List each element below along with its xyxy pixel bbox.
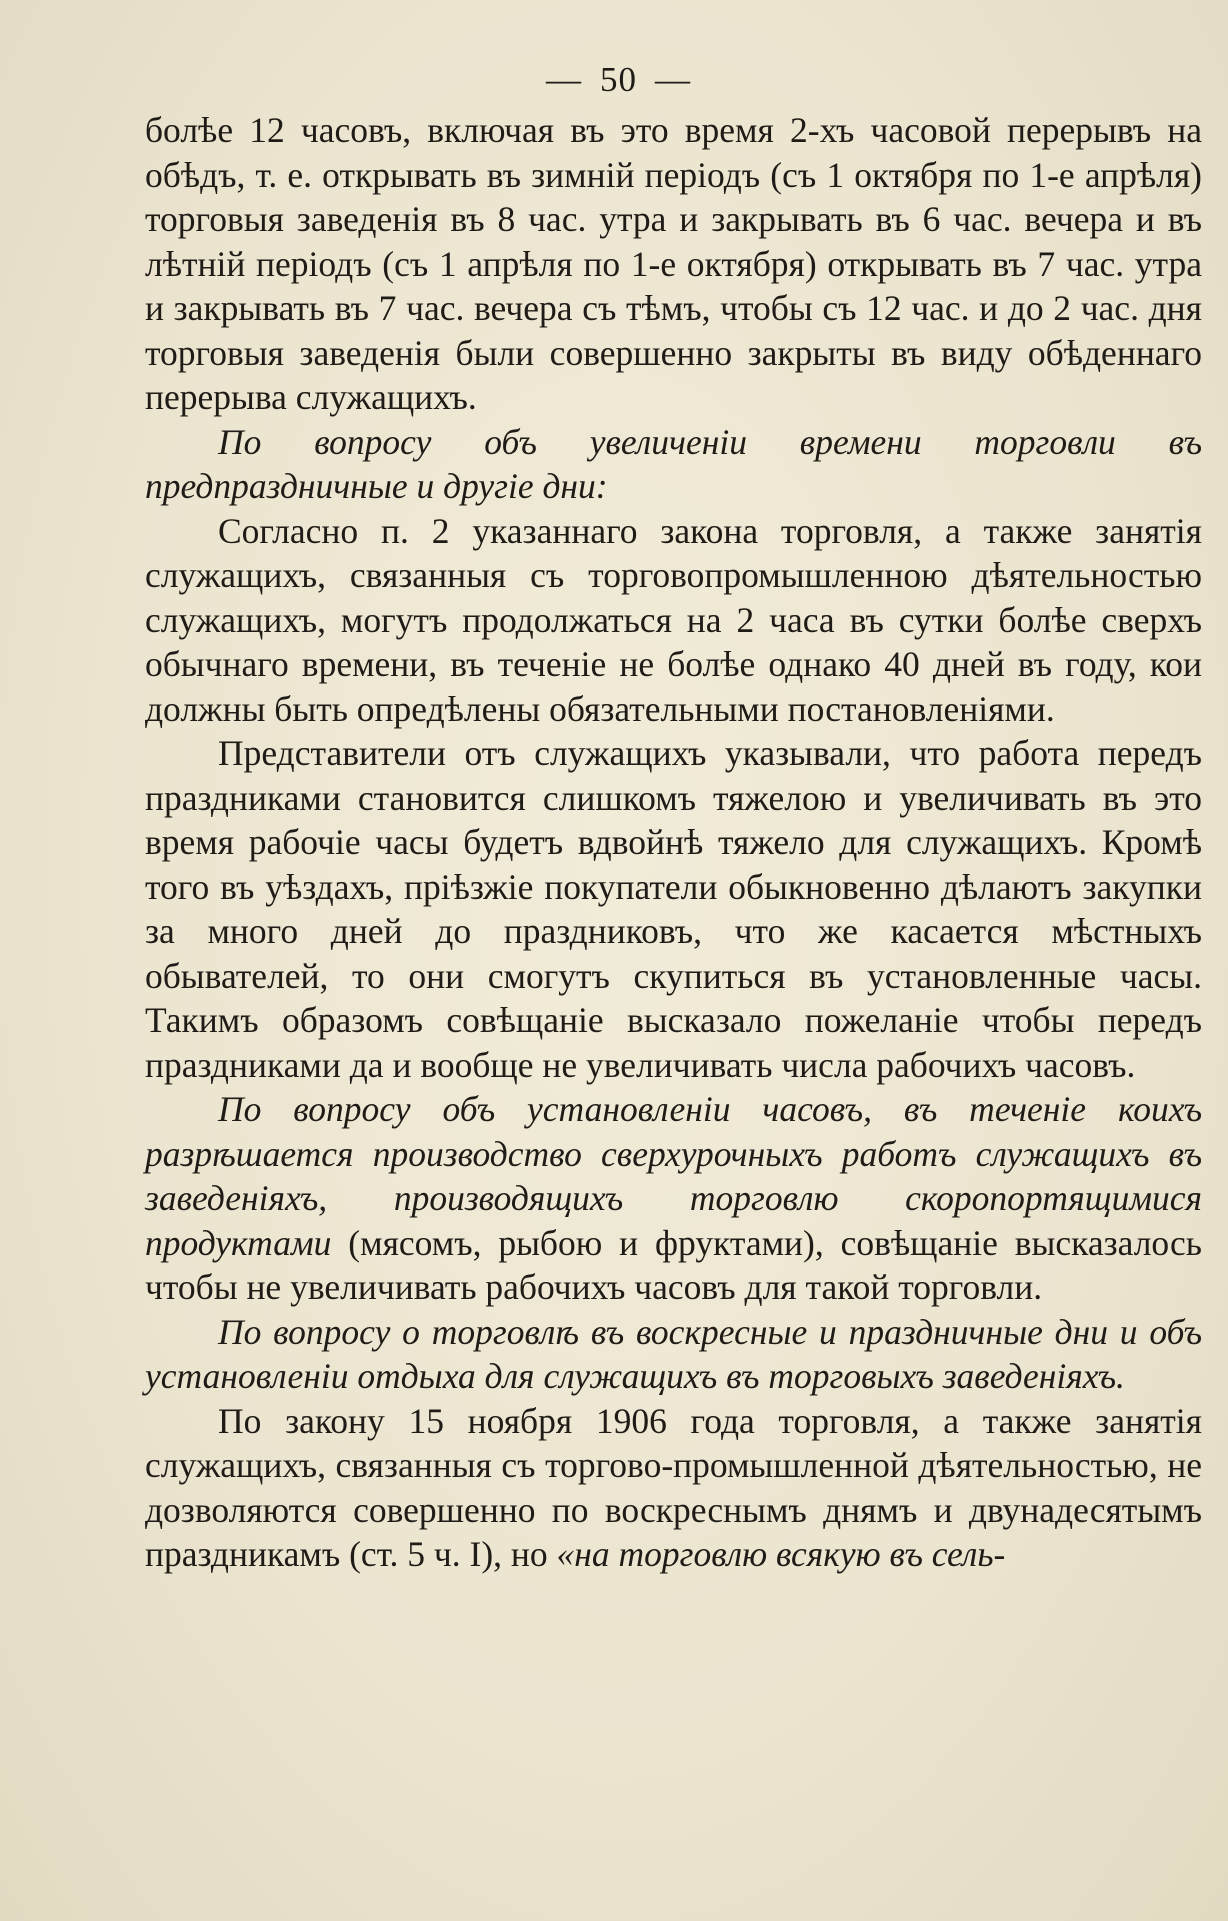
body-text-segment: Согласно п. 2 указаннаго закона торговля, а также занятія служащихъ, связанныя съ торговопромышленною дѣятельностью служащихъ, могутъ продолжаться на 2 часа въ сутки болѣе сверхъ обычнаго времени, въ теченіе не болѣе однако 40 дней въ году, кои должны быть опредѣлены обязательными постановленіями. (145, 510, 1202, 729)
italic-text: По вопросу объ увеличеніи времени торговли въ предпраздничные и другіе дни: (145, 421, 1202, 506)
italic-text: По вопросу объ установленіи часовъ, въ теченіе коихъ разрѣшается производство сверхурочныхъ работъ служащихъ въ заведеніяхъ, производящихъ торговлю скоропортящимися продуктами (145, 1089, 1202, 1263)
paragraph-p4 (145, 731, 1202, 1087)
dash-right: — (655, 60, 691, 99)
body-text-segment: (мясомъ, рыбою и фруктами), совѣщаніе высказалось чтобы не увеличивать рабочихъ часовъ для такой торговли. (145, 1222, 1202, 1307)
paragraph-p7 (145, 1399, 1202, 1577)
italic-text: «на торговлю всякую въ сель- (556, 1534, 1006, 1574)
italic-text: По вопросу о торговлѣ въ воскресные и праздничные дни и объ установленіи отдыха для служащихъ въ торговыхъ заведеніяхъ. (145, 1311, 1202, 1396)
body-text (145, 108, 1202, 1577)
body-text-segment: По закону 15 ноября 1906 года торговля, а также занятія служащихъ, связанныя съ торгово-промышленной дѣятельностью, не дозволяются совершенно по воскреснымъ днямъ и двунадесятымъ праздникамъ (ст. 5 ч. I), но (145, 1400, 1202, 1574)
dash-left: — (546, 60, 582, 99)
paragraph-p3 (145, 509, 1202, 732)
page-number: 50 (600, 60, 637, 99)
paragraph-p5 (145, 1087, 1202, 1310)
body-text-segment: болѣе 12 часовъ, включая въ это время 2-хъ часовой перерывъ на обѣдъ, т. е. открывать въ зимній періодъ (съ 1 октября по 1-е апрѣля) торговыя заведенія въ 8 час. утра и закрывать въ 6 час. вечера и въ лѣтній періодъ (съ 1 апрѣля по 1-е октября) открывать въ 7 час. утра и закрывать въ 7 час. вечера съ тѣмъ, чтобы съ 12 час. и до 2 час. дня торговыя заведенія были совершенно закрыты въ виду обѣденнаго перерыва служащихъ. (145, 110, 1202, 417)
body-text-segment: Представители отъ служащихъ указывали, что работа передъ праздниками становится слишкомъ тяжелою и увеличивать въ это время рабочіе часы будетъ вдвойнѣ тяжело для служащихъ. Кромѣ того въ уѣздахъ, пріѣзжіе покупатели обыкновенно дѣлаютъ закупки за много дней до праздниковъ, что же касается мѣстныхъ обывателей, то они смогутъ скупиться въ установленные часы. Такимъ образомъ совѣщаніе высказало пожеланіе чтобы передъ праздниками да и вообще не увеличивать числа рабочихъ часовъ. (145, 733, 1202, 1085)
page-number-header (145, 60, 1202, 100)
paragraph-p2 (145, 420, 1202, 509)
paragraph-p6 (145, 1310, 1202, 1399)
paragraph-p1 (145, 108, 1202, 420)
